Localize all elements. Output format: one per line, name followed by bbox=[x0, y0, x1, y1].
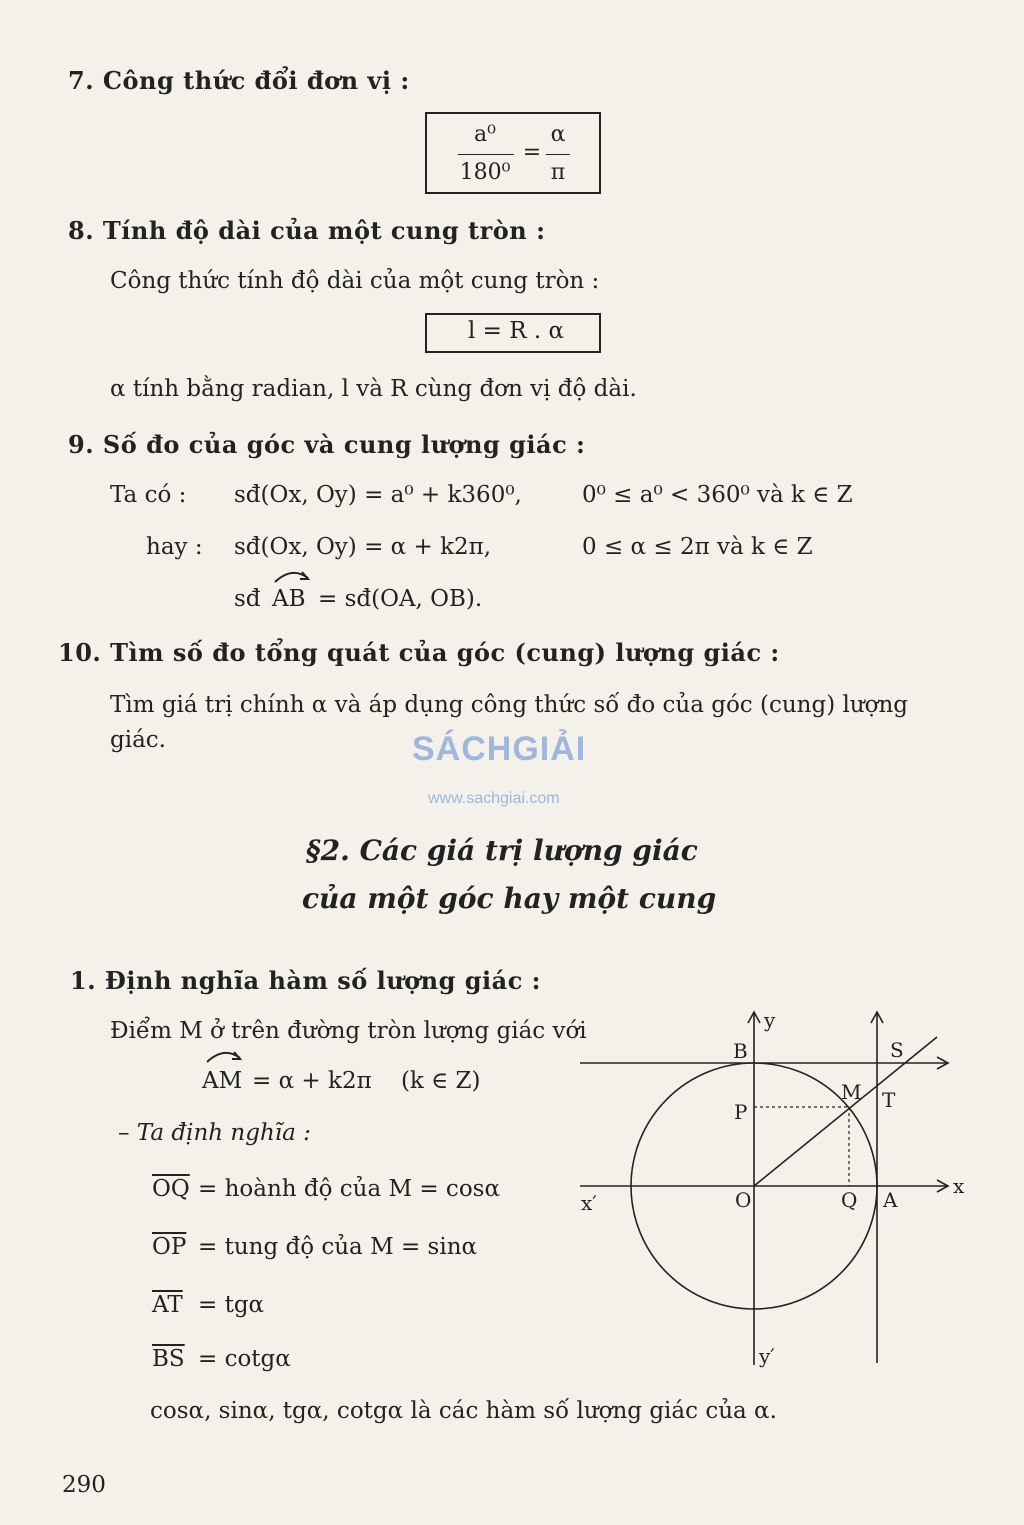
at-label: $\overline{AT}$ bbox=[152, 1292, 183, 1318]
measure-line-radians: sđ(Ox, Oy) = α + k2π, bbox=[234, 534, 492, 560]
bs-definition: = cotgα bbox=[198, 1346, 291, 1372]
trig-circle-diagram bbox=[575, 1005, 975, 1375]
ta-co-label: Ta có : bbox=[110, 482, 187, 508]
op-label: $\overline{OP}$ bbox=[152, 1234, 187, 1260]
frac1-bar bbox=[458, 154, 514, 155]
label-b: B bbox=[733, 1039, 748, 1063]
item8-note: α tính bằng radian, l và R cùng đơn vị độ dài. bbox=[110, 376, 637, 402]
label-q: Q bbox=[841, 1188, 858, 1212]
watermark-url: www.sachgiai.com bbox=[428, 790, 560, 807]
label-x-prime: x′ bbox=[581, 1191, 597, 1215]
at-definition: = tgα bbox=[198, 1292, 265, 1318]
arc-measure-prefix: sđ bbox=[234, 586, 261, 612]
label-x: x bbox=[953, 1174, 965, 1198]
arc-ab-label: AB bbox=[272, 586, 306, 612]
section-title-line2: của một góc hay một cung bbox=[302, 882, 717, 915]
ray-om bbox=[754, 1037, 937, 1186]
hay-label: hay : bbox=[146, 534, 203, 560]
measure-condition-degrees: 0⁰ ≤ a⁰ < 360⁰ và k ∈ Z bbox=[582, 482, 853, 508]
item8-heading: 8. Tính độ dài của một cung tròn : bbox=[68, 216, 546, 245]
arc-measure-rest: = sđ(OA, OB). bbox=[318, 586, 483, 612]
item10-text-line2: giác. bbox=[110, 727, 166, 753]
label-o: O bbox=[735, 1188, 752, 1212]
watermark-logo: SÁCHGIẢI bbox=[412, 730, 587, 768]
bs-label: $\overline{BS}$ bbox=[152, 1346, 185, 1372]
frac2-denominator: π bbox=[550, 160, 566, 185]
measure-condition-radians: 0 ≤ α ≤ 2π và k ∈ Z bbox=[582, 534, 813, 560]
definition-heading: 1. Định nghĩa hàm số lượng giác : bbox=[70, 966, 542, 995]
frac-equals: = bbox=[522, 140, 542, 165]
arc-am-label: AM bbox=[202, 1068, 243, 1094]
arc-hat-icon bbox=[272, 566, 312, 588]
item9-heading: 9. Số đo của góc và cung lượng giác : bbox=[68, 430, 586, 459]
label-m: M bbox=[841, 1080, 862, 1104]
frac2-bar bbox=[546, 154, 570, 155]
arc-hat-icon bbox=[204, 1046, 244, 1068]
definition-summary: cosα, sinα, tgα, cotgα là các hàm số lượng giác của α. bbox=[150, 1398, 777, 1424]
ta-dinh-nghia-label: – Ta định nghĩa : bbox=[118, 1120, 311, 1146]
frac1-numerator: a⁰ bbox=[474, 122, 496, 147]
label-t: T bbox=[882, 1088, 896, 1112]
label-s: S bbox=[890, 1038, 904, 1062]
item7-heading: 7. Công thức đổi đơn vị : bbox=[68, 66, 410, 95]
label-a: A bbox=[883, 1188, 898, 1212]
oq-label: $\overline{OQ}$ bbox=[152, 1176, 190, 1202]
label-y: y bbox=[764, 1008, 776, 1032]
measure-line-degrees: sđ(Ox, Oy) = a⁰ + k360⁰, bbox=[234, 482, 522, 508]
section-title-line1: §2. Các giá trị lượng giác bbox=[306, 834, 698, 867]
definition-text: Điểm M ở trên đường tròn lượng giác với bbox=[110, 1018, 587, 1044]
oq-definition: = hoành độ của M = cosα bbox=[198, 1176, 500, 1202]
item10-text-line1: Tìm giá trị chính α và áp dụng công thức số đo của góc (cung) lượng bbox=[110, 692, 909, 718]
arc-am-equation: = α + k2π (k ∈ Z) bbox=[252, 1068, 481, 1094]
frac2-numerator: α bbox=[550, 122, 566, 147]
arc-length-formula: l = R . α bbox=[468, 318, 565, 344]
label-p: P bbox=[734, 1100, 748, 1124]
frac1-denominator: 180⁰ bbox=[459, 160, 511, 185]
item10-heading: 10. Tìm số đo tổng quát của góc (cung) lượng giác : bbox=[58, 638, 780, 667]
page-number: 290 bbox=[62, 1472, 106, 1498]
op-definition: = tung độ của M = sinα bbox=[198, 1234, 478, 1260]
label-y-prime: y′ bbox=[759, 1344, 775, 1368]
item8-text: Công thức tính độ dài của một cung tròn : bbox=[110, 268, 600, 294]
